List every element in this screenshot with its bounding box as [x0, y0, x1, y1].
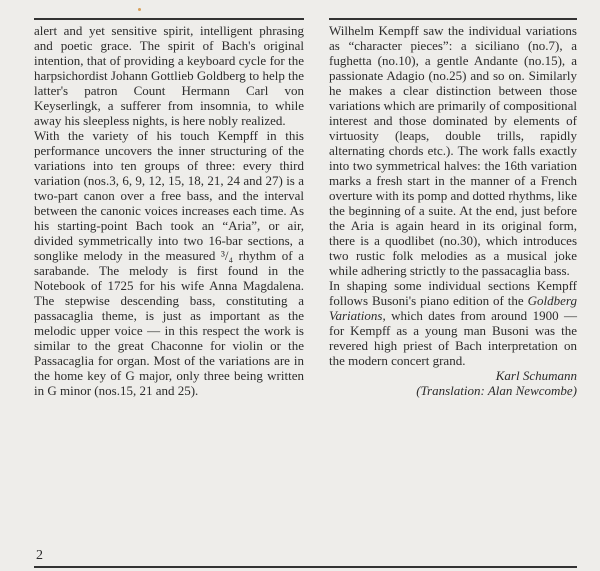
paper-fleck — [138, 8, 141, 11]
paragraph-2-lead: In shaping some individual sections Kempff follows Busoni's piano edition of the — [329, 278, 577, 308]
left-paragraph-2: With the variety of his touch Kempff in this performance uncovers the inner structuring of the variations into ten groups of three: every third variation (nos.3, 6, 9, 12, 15, 18, 21, 24 and 27) is a two-part canon over a free bass, and the interval between the canonic voices increases each time. As his starting-point Bach took an “Aria”, or air, divided symmetrically into two 16-bar sections, a songlike melody in the measured ³/₄ rhythm of a sarabande. The melody is first found in the Notebook of 1725 for his wife Anna Magdalena. The stepwise descending bass, constituting a passacaglia theme, is just as important as the melodic upper voice — in this respect the work is similar to the great Chaconne for violin or the Passacaglia for organ. Most of the variations are in the home key of G major, only three being written in G minor (nos.15, 21 and 25). — [34, 128, 304, 398]
paragraph-2-tail: which dates from around 1900 — for Kempff as a young man Busoni was the revered high priest of Bach interpretation on the modern concert grand. — [329, 308, 577, 368]
left-column — [34, 23, 304, 398]
work-title: Goldberg Variations, — [329, 293, 577, 323]
page-number: 2 — [36, 548, 43, 563]
top-rule-right — [329, 18, 577, 20]
right-paragraph-1: Wilhelm Kempff saw the individual variations as “character pieces”: a siciliano (no.7), a fughetta (no.10), a gentle Andante (no.15), a passionate Adagio (no.25) and so on. Similarly he makes a clear distinction between those variations which are primarily of compositional interest and those dominated by elements of virtuosity (leaps, double trills, rapidly alternating chords etc.). The work falls exactly into two symmetrical halves: the 16th variation marks a fresh start in the manner of a French overture with its pomp and dotted rhythms, like the beginning of a suite. At the end, just before the Aria is again heard in its original form, there is a quodlibet (no.30), which introduces two rustic folk melodies as a musical joke while adhering strictly to the passacaglia bass. — [329, 23, 578, 278]
right-paragraph-2 — [329, 278, 577, 368]
bottom-rule — [34, 566, 577, 568]
translation-credit: (Translation: Alan Newcombe) — [416, 383, 577, 398]
author-signature: Karl Schumann — [495, 368, 577, 383]
top-rule-left — [34, 18, 304, 20]
right-column — [329, 23, 577, 398]
left-paragraph-1: alert and yet sensitive spirit, intelligent phrasing and poetic grace. The spirit of Bach's original intention, that of providing a keyboard cycle for the harpsichordist Johann Gottlieb Goldberg to help the latter's patron Count Hermann Carl von Keyserlingk, a sufferer from insomnia, to while away his sleepless nights, is here nobly realized. — [34, 23, 304, 128]
